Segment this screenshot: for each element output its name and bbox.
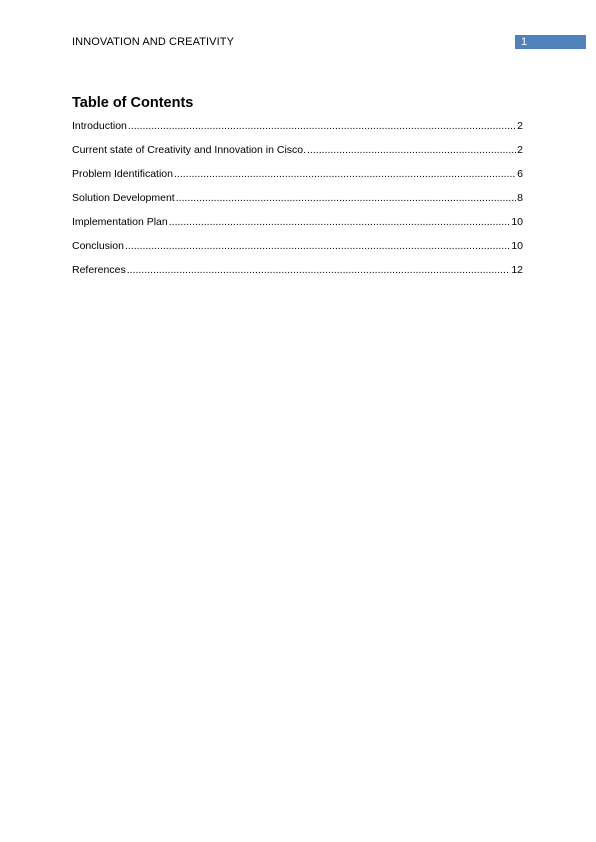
toc-entry-implementation-plan[interactable] <box>72 215 523 239</box>
toc-dot-leader <box>128 119 516 133</box>
page-number-badge <box>515 35 586 49</box>
toc-heading: Table of Contents <box>72 95 194 111</box>
toc-entry-title[interactable]: References <box>72 264 126 276</box>
toc-entry-title[interactable]: Introduction <box>72 120 127 132</box>
toc-dot-leader <box>176 191 516 205</box>
toc-dot-leader <box>125 239 510 253</box>
toc-entry-title[interactable]: Conclusion <box>72 240 124 252</box>
toc-entry-page[interactable]: 6 <box>517 168 523 180</box>
toc-dot-leader <box>307 143 516 157</box>
toc-entry-title[interactable]: Solution Development <box>72 192 175 204</box>
toc-entry-title[interactable]: Current state of Creativity and Innovation in Cisco. <box>72 144 307 156</box>
toc-entry-introduction[interactable] <box>72 119 523 143</box>
toc-entry-problem-identification[interactable] <box>72 167 523 191</box>
toc-dot-leader <box>169 215 511 229</box>
toc-entry-current-state[interactable] <box>72 143 523 167</box>
toc-entry-page[interactable]: 2 <box>517 120 523 132</box>
toc-dot-leader <box>174 167 516 181</box>
toc-entry-page[interactable]: 10 <box>511 216 523 228</box>
toc-entry-page[interactable]: 8 <box>517 192 523 204</box>
toc-entry-page[interactable]: 12 <box>511 264 523 276</box>
toc-entry-solution-development[interactable] <box>72 191 523 215</box>
running-header-title: INNOVATION AND CREATIVITY <box>72 36 235 48</box>
toc-entry-page[interactable]: 2 <box>517 144 523 156</box>
toc-entry-references[interactable] <box>72 263 523 287</box>
toc-entry-title[interactable]: Implementation Plan <box>72 216 168 228</box>
toc-entry-conclusion[interactable] <box>72 239 523 263</box>
page-number: 1 <box>521 36 528 48</box>
toc-dot-leader <box>127 263 511 277</box>
table-of-contents <box>72 119 523 287</box>
toc-entry-title[interactable]: Problem Identification <box>72 168 173 180</box>
toc-entry-page[interactable]: 10 <box>511 240 523 252</box>
